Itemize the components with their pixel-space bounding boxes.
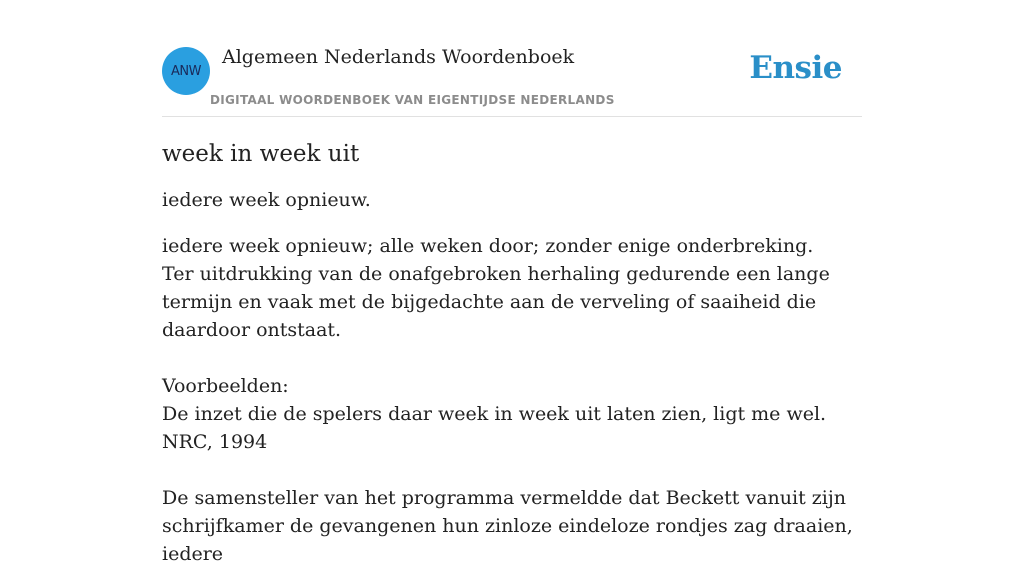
entry-content (162, 136, 862, 568)
definition: iedere week opnieuw; alle weken door; zonder enige onderbreking. (162, 235, 814, 257)
short-definition: iedere week opnieuw. (162, 189, 371, 211)
example-text: De samensteller van het programma vermeldde dat Beckett vanuit zijn schrijfkamer de gevangenen hun zinloze eindeloze rondjes zag draaien, iedere (162, 487, 853, 565)
site-title[interactable]: Algemeen Nederlands Woordenboek (222, 46, 575, 68)
spacer (162, 344, 862, 372)
logo-text: ANW (171, 63, 201, 79)
ensie-brand-logo[interactable]: Ensie (749, 50, 842, 86)
example-text: De inzet die de spelers daar week in week uit laten zien, ligt me wel. (162, 403, 827, 425)
anw-logo[interactable] (162, 47, 210, 95)
entry-term: week in week uit (162, 141, 360, 167)
examples-label: Voorbeelden: (162, 375, 289, 397)
site-subtitle: DIGITAAL WOORDENBOEK VAN EIGENTIJDSE NEDERLANDS (210, 93, 615, 107)
spacer (162, 456, 862, 484)
example-source: NRC, 1994 (162, 431, 268, 453)
site-header (162, 40, 862, 117)
explanation: Ter uitdrukking van de onafgebroken herhaling gedurende een lange termijn en vaak met de bijgedachte aan de verveling of saaiheid die daardoor ontstaat. (162, 263, 830, 341)
